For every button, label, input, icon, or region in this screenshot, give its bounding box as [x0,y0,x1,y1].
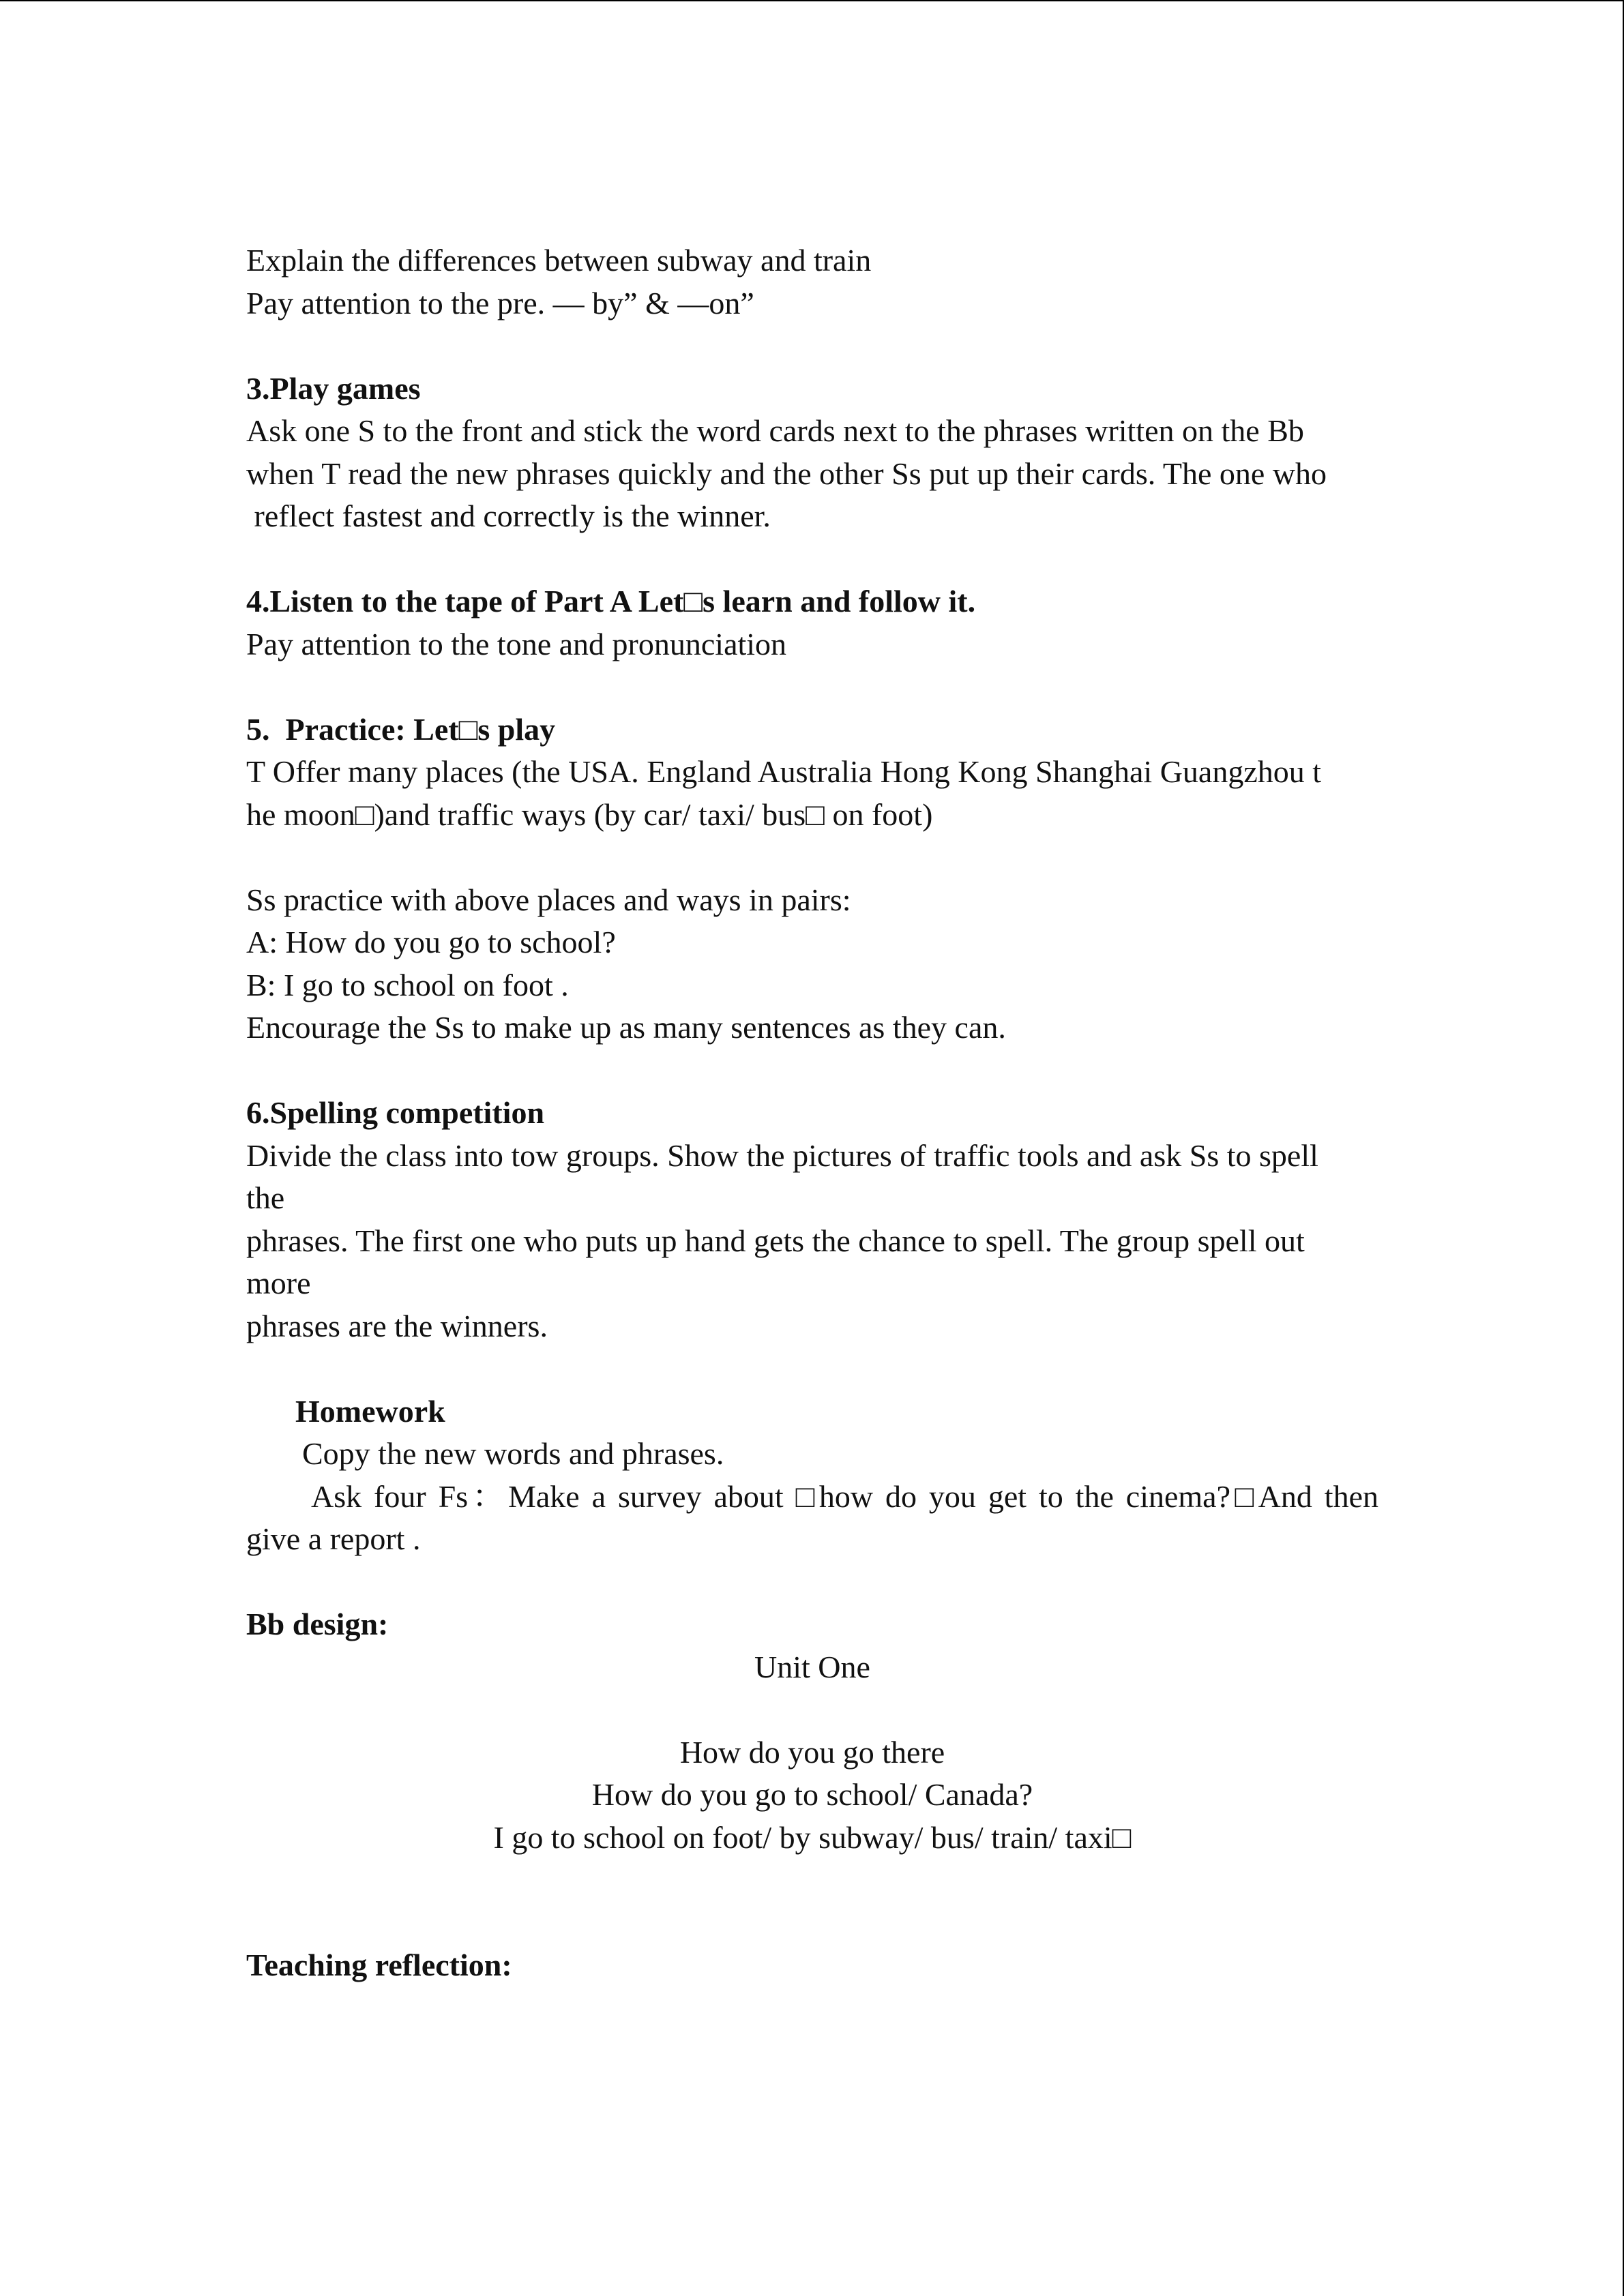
document-body [246,239,1378,1987]
board-line: How do you go there [679,1734,945,1770]
blank-line [246,666,1378,709]
blank-line [246,1902,1378,1945]
text-line: Copy the new words and phrases. [302,1436,724,1471]
section-heading-play-games: 3.Play games [246,370,421,406]
text-line: phrases. The first one who puts up hand gets the chance to spell. The group spell out [246,1223,1305,1258]
text-line: T Offer many places (the USA. England Australia Hong Kong Shanghai Guangzhou t [246,754,1322,789]
blank-line [246,538,1378,581]
section-heading-practice: 5. Practice: Let□s play [246,711,556,747]
board-line: I go to school on foot/ by subway/ bus/ train/ taxi□ [493,1819,1132,1855]
text-line: Pay attention to the tone and pronunciation [246,626,787,661]
text-line: Ss practice with above places and ways in pairs: [246,882,851,917]
section-heading-spelling: 6.Spelling competition [246,1095,545,1130]
text-line: the [246,1180,285,1215]
blank-line [246,1049,1378,1092]
text-line: B: I go to school on foot . [246,967,569,1002]
text-line: Ask one S to the front and stick the word cards next to the phrases written on the Bb [246,413,1304,448]
text-line: more [246,1266,311,1300]
text-line: reflect fastest and correctly is the winner. [246,498,771,533]
section-heading-teaching-reflection: Teaching reflection: [246,1948,512,1982]
text-line: Pay attention to the pre. — by” & —on” [246,285,754,320]
text-line: when T read the new phrases quickly and the other Ss put up their cards. The one who [246,456,1327,491]
board-title: Unit One [754,1649,870,1684]
blank-line [246,1561,1378,1604]
blank-line [246,1859,1378,1902]
text-line: give a report . [246,1521,421,1556]
blank-line [246,325,1378,368]
blank-line [246,1688,1378,1731]
section-heading-homework: Homework [295,1393,445,1429]
section-heading-listen: 4.Listen to the tape of Part A Let□s learn and follow it. [246,584,976,618]
blank-line [246,1347,1378,1390]
text-line: Encourage the Ss to make up as many sentences as they can. [246,1010,1006,1045]
section-heading-bb-design: Bb design: [246,1607,389,1641]
text-line: Divide the class into tow groups. Show the pictures of traffic tools and ask Ss to spell [246,1137,1318,1173]
text-line: A: How do you go to school? [246,925,616,959]
text-line: Explain the differences between subway and train [246,243,872,278]
text-line: Ask four Fs：Make a survey about □how do you get to the cinema?□And then [311,1478,1378,1514]
text-line: he moon□)and traffic ways (by car/ taxi/ bus□ on foot) [246,796,933,832]
board-line: How do you go to school/ Canada? [591,1777,1033,1812]
text-line: phrases are the winners. [246,1308,548,1343]
blank-line [246,836,1378,879]
